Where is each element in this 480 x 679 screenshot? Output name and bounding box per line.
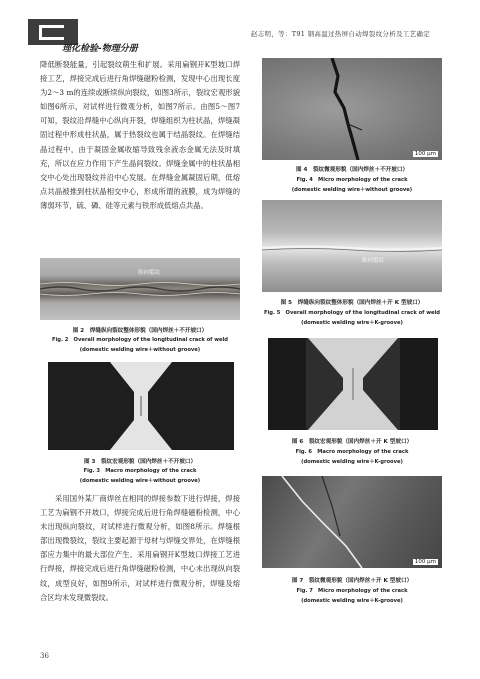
figure-7-caption-cn: 图 7 裂纹微观形貌（国内焊丝＋开 K 型坡口） <box>291 578 413 584</box>
left-column <box>40 58 240 213</box>
micro-crack-graphic <box>262 58 442 160</box>
page-header <box>0 0 480 58</box>
figure-6-caption-en-2: (domestic welding wire＋K-groove) <box>301 459 403 465</box>
figure-4-scale-bar: 100 μm <box>414 151 436 157</box>
figure-3-caption-cn: 图 3 裂纹宏观形貌（国内焊丝＋不开坡口） <box>83 459 197 465</box>
body-paragraph-2: 采用国外某厂商焊丝在相同的焊接参数下进行焊接，焊接工艺为扁钢不开坡口，焊接完成后进行角焊缝磁粉检测，中心未出现纵向裂纹，对试样进行微观分析，如图8所示。焊缝根部出现微裂纹，裂纹主要起源于母材与焊缝交界处，在焊缝根部应力集中的最大部位产生。采用扁钢开K型坡口焊接工艺进行焊接，焊接完成后进行角焊缝磁粉检测，中心未出现纵向裂纹，成型良好，如图9所示，对试样进行微观分析，焊缝及熔合区均未发现微裂纹。 <box>40 494 240 602</box>
body-paragraph-1: 降低断裂能量，引起裂纹萌生和扩展。采用扁钢开K型坡口焊接工艺，焊接完成后进行角焊缝磁粉检测，发现中心出现长度为2～3 m的连续或断续纵向裂纹，如图3所示，裂纹宏观形貌如图6所示，对试样进行微观分析，如图7所示。由图5～图7可知，裂纹沿焊缝中心纵向开裂，焊缝组织为柱状晶，焊缝凝固过程中形成柱状晶，属于热裂纹也属于结晶裂纹。在焊缝结晶过程中，由于凝固金属收缩导致残余液态金属无法及时填充，所以在应力作用下产生晶间裂纹。焊缝金属中的柱状晶相交中心处出现裂纹并沿中心发展。在焊缝金属凝固后期，低熔点共晶被推到柱状晶相交中心，形成所谓的液膜，成为焊缝的薄弱环节，硫、磷、硅等元素与铁形成低熔点共晶。 <box>40 60 240 210</box>
longitudinal-crack-graphic <box>262 200 442 292</box>
figure-3-photo <box>48 362 234 450</box>
figure-5-caption-en-1: Fig. 5 Overall morphology of the longitudinal crack of weld <box>263 310 441 316</box>
figure-5-caption-en-2: (domestic welding wire＋K-groove) <box>301 320 403 326</box>
figure-7-scale-bar: 100 μm <box>414 559 436 565</box>
figure-4-caption-en-2: (domestic welding wire＋without groove) <box>291 187 413 193</box>
running-head: 赵志明，等：T91 钢高温过热屏自动焊裂纹分析及工艺确定 <box>250 30 430 38</box>
figure-7-caption-en-1: Fig. 7 Micro morphology of the crack <box>296 588 408 594</box>
journal-name: 理化检验-物理分册 <box>62 44 138 54</box>
left-column-lower <box>40 492 240 605</box>
figure-6-caption-en-1: Fig. 6 Macro morphology of the crack <box>295 449 409 455</box>
figure-2-photo <box>40 258 240 320</box>
figure-2-caption-cn: 图 2 焊缝纵向裂纹整体形貌（国内焊丝＋不开坡口） <box>72 328 208 334</box>
figure-4-photo <box>262 58 442 160</box>
figure-4-caption-en-1: Fig. 4 Micro morphology of the crack <box>296 177 408 183</box>
figure-2-caption-en-2: (domestic welding wire＋without groove) <box>79 347 201 353</box>
figure-4-caption-cn: 图 4 裂纹微观形貌（国内焊丝＋不开坡口） <box>295 167 409 173</box>
micro-crack-k-groove-graphic <box>262 476 442 568</box>
figure-7-caption-en-2: (domestic welding wire＋K-groove) <box>301 598 403 604</box>
figure-7-photo <box>262 476 442 568</box>
figure-5-caption-cn: 图 5 焊缝纵向裂纹整体形貌（国内焊丝＋开 K 型坡口） <box>280 300 424 306</box>
figure-3-caption-en-1: Fig. 3 Macro morphology of the crack <box>83 468 197 474</box>
figure-2-caption-en-1: Fig. 2 Overall morphology of the longitudinal crack of weld <box>51 337 229 343</box>
figure-5-photo-label: 纵向裂纹 <box>362 258 385 264</box>
page-number: 36 <box>40 652 49 660</box>
macro-section-graphic <box>48 362 234 450</box>
figure-3-caption-en-2: (domestic welding wire＋without groove) <box>79 478 201 484</box>
figure-5-photo <box>262 200 442 292</box>
figure-6-caption-cn: 图 6 裂纹宏观形貌（国内焊丝＋开 K 型坡口） <box>291 439 413 445</box>
k-groove-section-graphic <box>268 338 438 430</box>
figure-2-photo-label: 纵向裂纹 <box>138 270 161 276</box>
figure-6-photo <box>268 338 438 430</box>
